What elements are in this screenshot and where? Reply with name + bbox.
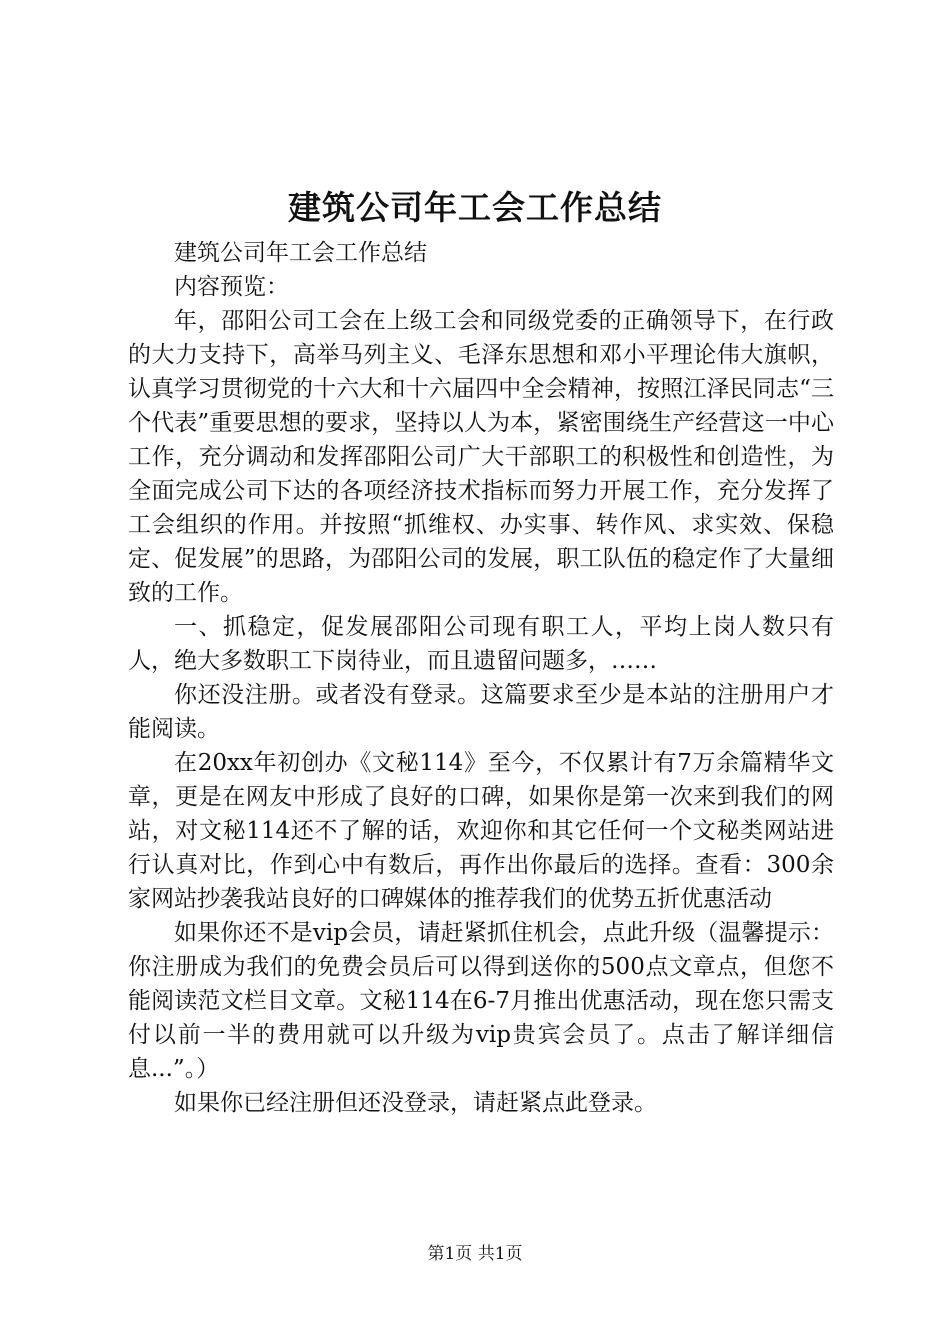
paragraph-heading-repeat: 建筑公司年工会工作总结 [174, 240, 427, 266]
document-title: 建筑公司年工会工作总结 [288, 188, 662, 227]
paragraph-login-prompt: 如果你已经注册但还没登录，请赶紧点此登录。 [174, 1090, 657, 1116]
paragraph-preview-label: 内容预览： [174, 274, 289, 300]
document-body [128, 236, 834, 1120]
paragraph-login-required: 你还没注册。或者没有登录。这篇要求至少是本站的注册用户才能阅读。 [128, 682, 834, 742]
paragraph-vip-promo: 如果你还不是vip会员，请赶紧抓住机会，点此升级（温馨提示：你注册成为我们的免费会员后可以得到送你的500点文章点，但您不能阅读范文栏目文章。文秘114在6-7月推出优惠活动，现在您只需支付以前一半的费用就可以升级为vip贵宾会员了。点击了解详细信息...”。） [128, 920, 834, 1082]
paragraph-summary: 年，邵阳公司工会在上级工会和同级党委的正确领导下，在行政的大力支持下，高举马列主义、毛泽东思想和邓小平理论伟大旗帜，认真学习贯彻党的十六大和十六届四中全会精神，按照江泽民同志“三个代表”重要思想的要求，坚持以人为本，紧密围绕生产经营这一中心工作，充分调动和发挥邵阳公司广大干部职工的积极性和创造性，为全面完成公司下达的各项经济技术指标而努力开展工作，充分发挥了工会组织的作用。并按照“抓维权、办实事、转作风、求实效、保稳定、促发展”的思路，为邵阳公司的发展，职工队伍的稳定作了大量细致的工作。 [128, 308, 834, 606]
paragraph-section-one: 一、抓稳定，促发展邵阳公司现有职工人，平均上岗人数只有人，绝大多数职工下岗待业，而且遗留问题多，…… [128, 614, 834, 674]
paragraph-site-intro: 在20xx年初创办《文秘114》至今，不仅累计有7万余篇精华文章，更是在网友中形成了良好的口碑，如果你是第一次来到我们的网站，对文秘114还不了解的话，欢迎你和其它任何一个文秘类网站进行认真对比，作到心中有数后，再作出你最后的选择。查看：300余家网站抄袭我站良好的口碑媒体的推荐我们的优势五折优惠活动 [128, 750, 834, 912]
page-footer: 第1页 共1页 [427, 1244, 523, 1264]
